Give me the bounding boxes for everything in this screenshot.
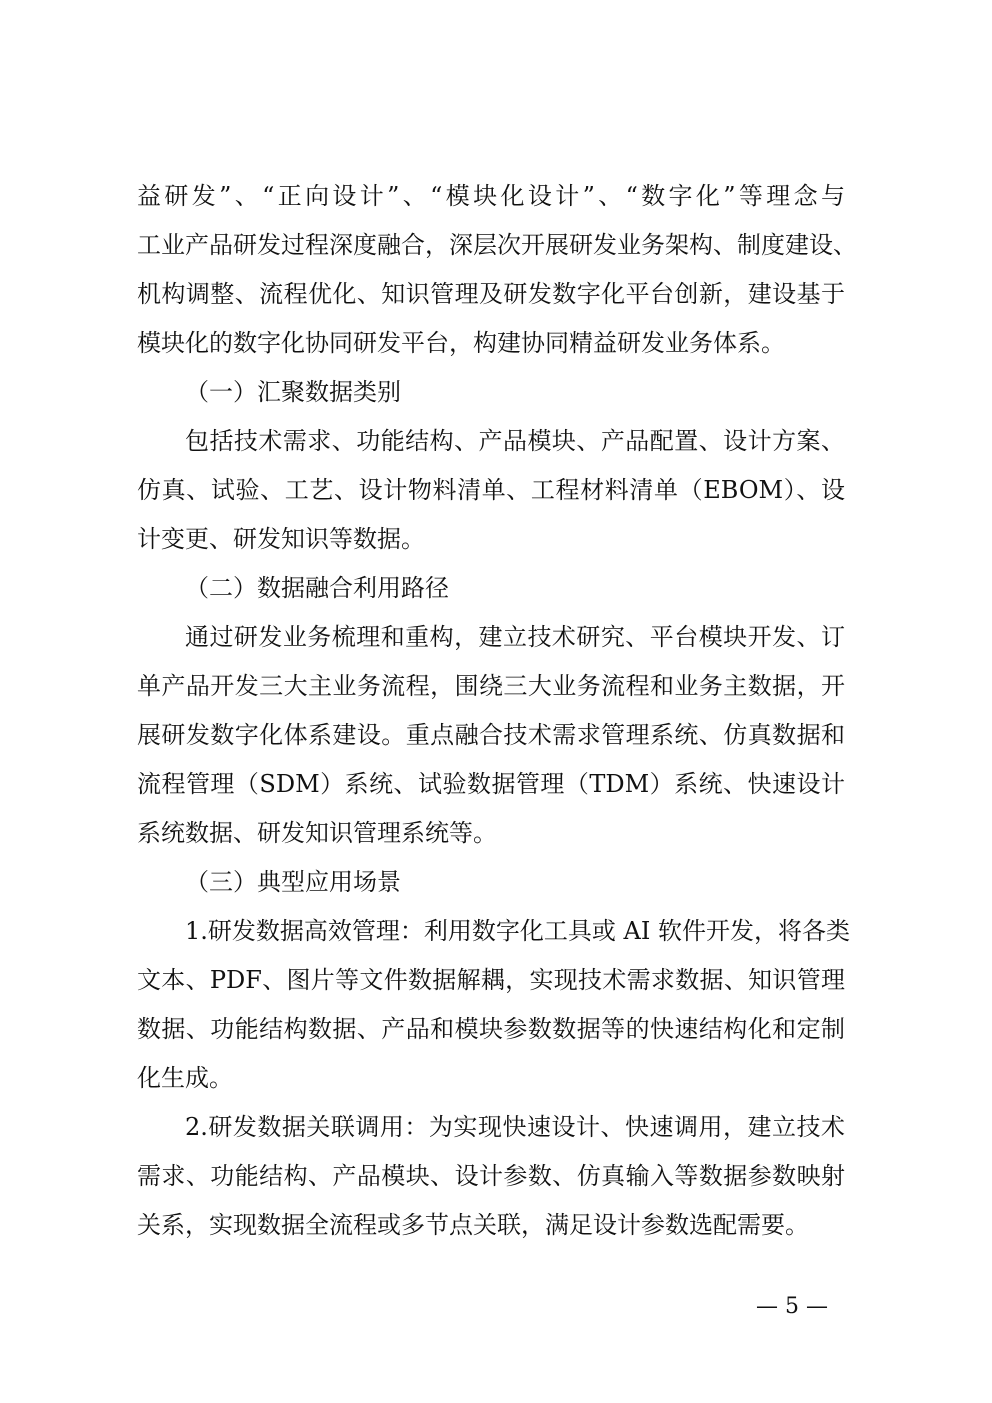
section-2-heading: （二）数据融合利用路径	[185, 574, 449, 602]
section-3-item-1-line-3: 数据、功能结构数据、产品和模块参数数据等的快速结构化和定制	[137, 1015, 845, 1043]
section-3-heading: （三）典型应用场景	[185, 868, 401, 896]
paragraph-intro-line-3: 机构调整、流程优化、知识管理及研发数字化平台创新，建设基于	[137, 280, 845, 308]
section-3-item-1-line-2: 文本、PDF、图片等文件数据解耦，实现技术需求数据、知识管理	[137, 966, 845, 994]
section-3-item-1-line-4: 化生成。	[137, 1064, 233, 1092]
page-number: — 5 —	[756, 1294, 828, 1319]
section-2-line-5: 系统数据、研发知识管理系统等。	[137, 819, 497, 847]
section-2-line-2: 单产品开发三大主业务流程，围绕三大业务流程和业务主数据，开	[137, 672, 845, 700]
section-3-item-2-line-2: 需求、功能结构、产品模块、设计参数、仿真输入等数据参数映射	[137, 1162, 845, 1190]
section-2-line-3: 展研发数字化体系建设。重点融合技术需求管理系统、仿真数据和	[137, 721, 845, 749]
section-1-heading: （一）汇聚数据类别	[185, 378, 401, 406]
section-2-line-1: 通过研发业务梳理和重构，建立技术研究、平台模块开发、订	[185, 623, 845, 651]
section-1-line-3: 计变更、研发知识等数据。	[137, 525, 425, 553]
section-1-line-2: 仿真、试验、工艺、设计物料清单、工程材料清单（EBOM）、设	[137, 476, 845, 504]
paragraph-intro-line-1: 益研发”、“正向设计”、“模块化设计”、“数字化”等理念与	[137, 182, 845, 210]
paragraph-intro-line-2: 工业产品研发过程深度融合，深层次开展研发业务架构、制度建设、	[137, 231, 857, 259]
section-3-item-2-line-3: 关系，实现数据全流程或多节点关联，满足设计参数选配需要。	[137, 1211, 809, 1239]
document-body	[137, 172, 857, 1250]
section-3-item-1-line-1: 1.研发数据高效管理：利用数字化工具或 AI 软件开发，将各类	[185, 917, 850, 945]
paragraph-intro-line-4: 模块化的数字化协同研发平台，构建协同精益研发业务体系。	[137, 329, 785, 357]
section-2-line-4: 流程管理（SDM）系统、试验数据管理（TDM）系统、快速设计	[137, 770, 845, 798]
section-3-item-2-line-1: 2.研发数据关联调用：为实现快速设计、快速调用，建立技术	[185, 1113, 845, 1141]
section-1-line-1: 包括技术需求、功能结构、产品模块、产品配置、设计方案、	[185, 427, 845, 455]
